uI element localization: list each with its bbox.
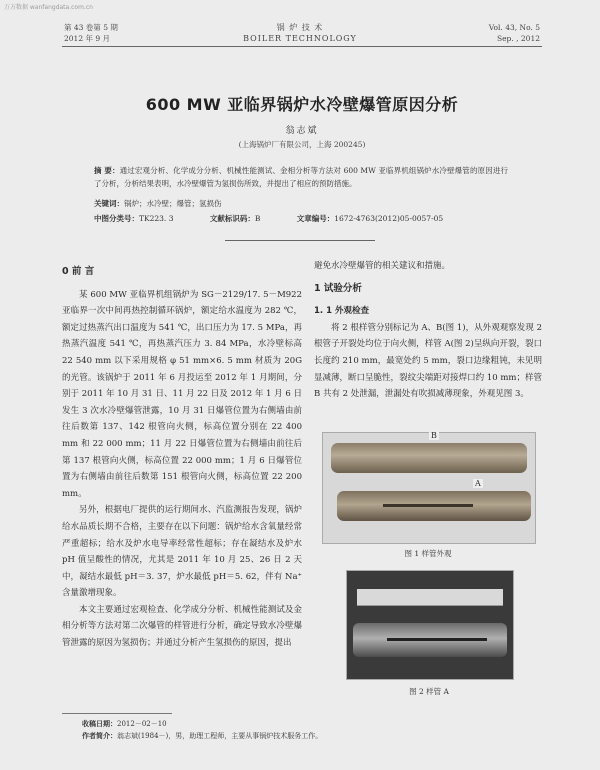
figure-1-photo <box>322 432 536 544</box>
journal-name: 锅 炉 技 术 BOILER TECHNOLOGY <box>243 23 357 43</box>
section-introduction-heading: 0 前 言 <box>62 266 95 277</box>
figure-1-label-a: A <box>475 479 481 488</box>
journal-volume-en: Vol. 43, No. 5 Sep. , 2012 <box>488 23 540 43</box>
article-number: 文章编号：1672-4763(2012)05-0057-05 <box>296 214 444 223</box>
journal-volume: 第 43 卷第 5 期 2012 年 9 月 <box>64 23 118 43</box>
paragraph: 避免水冷壁爆管的相关建议和措施。 <box>314 261 451 271</box>
paragraph: 将 2 根样管分别标记为 A、B(图 1)，从外观观察发现 2 根管子开裂处均位于向火侧，样管 A(图 2)呈纵向开裂，裂口长度约 210 mm，最宽处约 5 mm，裂口边缘粗钝，未见明显减薄，断口呈脆性，裂纹尖端距对接焊口约 10 mm；样管 B 共有 2 处泄漏，泄漏处有吹损减薄现象，外观见图 3。 <box>314 322 542 400</box>
figure-2-photo <box>346 570 514 680</box>
clc-number: 中图分类号：TK223. 3 <box>94 214 174 223</box>
figure-2-caption: 图 2 样管 A <box>409 687 449 696</box>
paragraph: 某 600 MW 亚临界机组锅炉为 SG－2129/17. 5－M922 亚临界一次中间再热控制循环锅炉，额定给水温度为 282 ℃，额定过热蒸汽出口温度为 541 ℃，出口压力为 17. 5 MPa，再热蒸汽温度 541 ℃，再热蒸汽压力 3. 84 MPa，水冷壁标高 22 540 mm 以下采用规格 φ 51 mm×6. 5 mm 材质为 20G 的光管。该锅炉于 2011 年 6 月投运至 2012 年 1 月期间，分别于 2011 年 10 月 31 日、11 月 22 日及 2012 年 1 月 6 日发生 3 次水冷壁爆管泄露，10 月 31 日爆管位置为右侧墙由前往后数第 137、142 根管向火侧，标高位置分别在 22 400 mm 和 22 000 mm；11 月 22 日爆管位置为右侧墙由前往后第 137 根管向火侧，标高位置 22 000 mm；1 月 6 日爆管位置为右侧墙由前往后数第 151 根管向火侧，标高位置 22 200 mm。 <box>62 289 302 499</box>
paragraph: 另外，根据电厂提供的运行期间水、汽监测报告发现，锅炉给水品质长期不合格，主要存在以下问题：锅炉给水含氧量经常严重超标；给水及炉水电导率经常性超标；存在凝结水及炉水 pH 值呈酸性的情况，尤其是 2011 年 10 月 25、26 日 2 天中，凝结水最低 pH＝3. 37，炉水最低 pH＝5. 62，伴有 Na⁺ 含量激增现象。 <box>62 505 302 599</box>
keywords: 关键词：锅炉；水冷壁；爆管；氢损伤 <box>94 199 222 208</box>
sample-pipe-b <box>331 443 527 473</box>
paragraph: 本文主要通过宏观检查、化学成分分析、机械性能测试及金相分析等方法对第二次爆管的样管进行分析，确定导致水冷壁爆管泄露的原因为氢损伤；并通过分析产生氢损伤的原因，提出 <box>62 604 302 649</box>
document-code: 文献标识码：B <box>209 214 261 223</box>
abstract-divider <box>225 240 375 241</box>
ruler <box>357 589 503 606</box>
watermark: 万方数据 wanfangdata.com.cn <box>4 4 93 11</box>
figure-1-label-b: B <box>431 431 437 440</box>
abstract-label: 摘 要： <box>94 166 120 175</box>
figure-1-caption: 图 1 样管外观 <box>404 549 452 558</box>
footnote-divider <box>62 713 172 714</box>
classification-ids <box>94 213 514 224</box>
subsection-visual-inspection-heading: 1. 1 外观检查 <box>314 306 369 317</box>
right-column <box>314 258 542 403</box>
crack-mark <box>383 504 473 507</box>
footnote <box>82 718 322 742</box>
paper-affiliation: (上海锅炉厂有限公司，上海 200245) <box>238 140 366 149</box>
abstract <box>94 165 508 190</box>
crack-mark <box>387 638 487 641</box>
paper-title: 600 MW 亚临界锅炉水冷壁爆管原因分析 <box>145 95 459 114</box>
header-divider <box>62 46 542 47</box>
left-column <box>62 258 302 652</box>
paper-author: 翁志斌 <box>285 126 319 136</box>
received-date: 收稿日期：2012－02－10 <box>82 720 167 728</box>
author-bio: 作者简介：翁志斌(1984－)，男，助理工程师，主要从事锅炉技术服务工作。 <box>82 732 323 740</box>
abstract-text: 通过宏观分析、化学成分分析、机械性能测试、金相分析等方法对 600 MW 亚临界机组锅炉水冷壁爆管的原因进行了分析，分析结果表明，水冷壁爆管为氢损伤所致，并提出了相应的预防措施。 <box>94 166 508 188</box>
section-test-analysis-heading: 1 试验分析 <box>314 282 362 294</box>
